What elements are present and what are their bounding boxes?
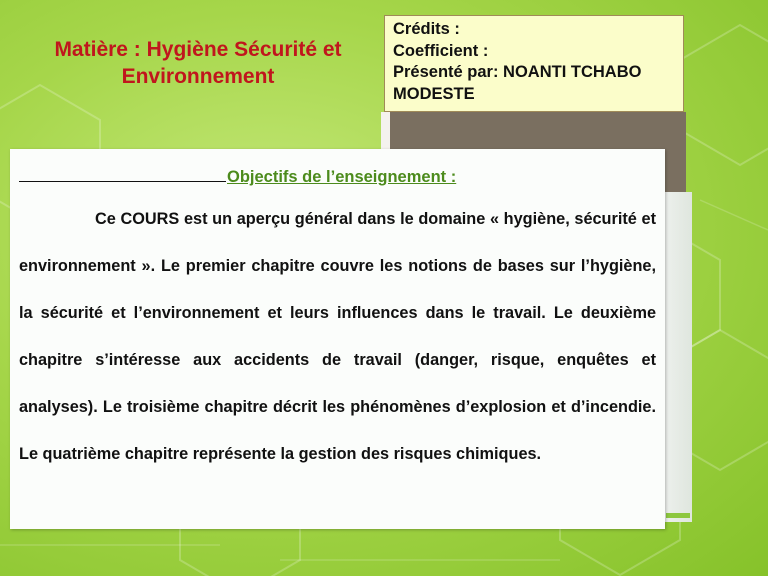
objectives-heading-row <box>19 167 656 195</box>
heading-underline-rule <box>19 167 226 182</box>
credits-label: Crédits : <box>393 20 460 38</box>
objectives-content-box <box>10 149 665 529</box>
objectives-paragraph: Ce COURS est un aperçu général dans le domaine « hygiène, sécurité et environnement ». Le premier chapitre couvre les notions de bases sur l’hygiène, la sécurité et l’environnement et leurs influences dans le travail. Le deuxième chapitre s’intéresse aux accidents de travail (danger, risque, enquêtes et analyses). Le troisième chapitre décrit les phénomènes d’explosion et d’incendie. Le quatrième chapitre représente la gestion des risques chimiques. <box>19 210 656 463</box>
objectives-heading: Objectifs de l’enseignement : <box>227 168 457 186</box>
coefficient-label: Coefficient : <box>393 41 489 60</box>
decorative-green-line <box>666 513 690 518</box>
course-info-box <box>384 15 684 112</box>
slide-title: Matière : Hygiène Sécurité et Environnement <box>54 38 342 88</box>
decorative-right-strip <box>662 192 692 522</box>
presenter-label: Présenté par: NOANTI TCHABO MODESTE <box>393 63 642 103</box>
